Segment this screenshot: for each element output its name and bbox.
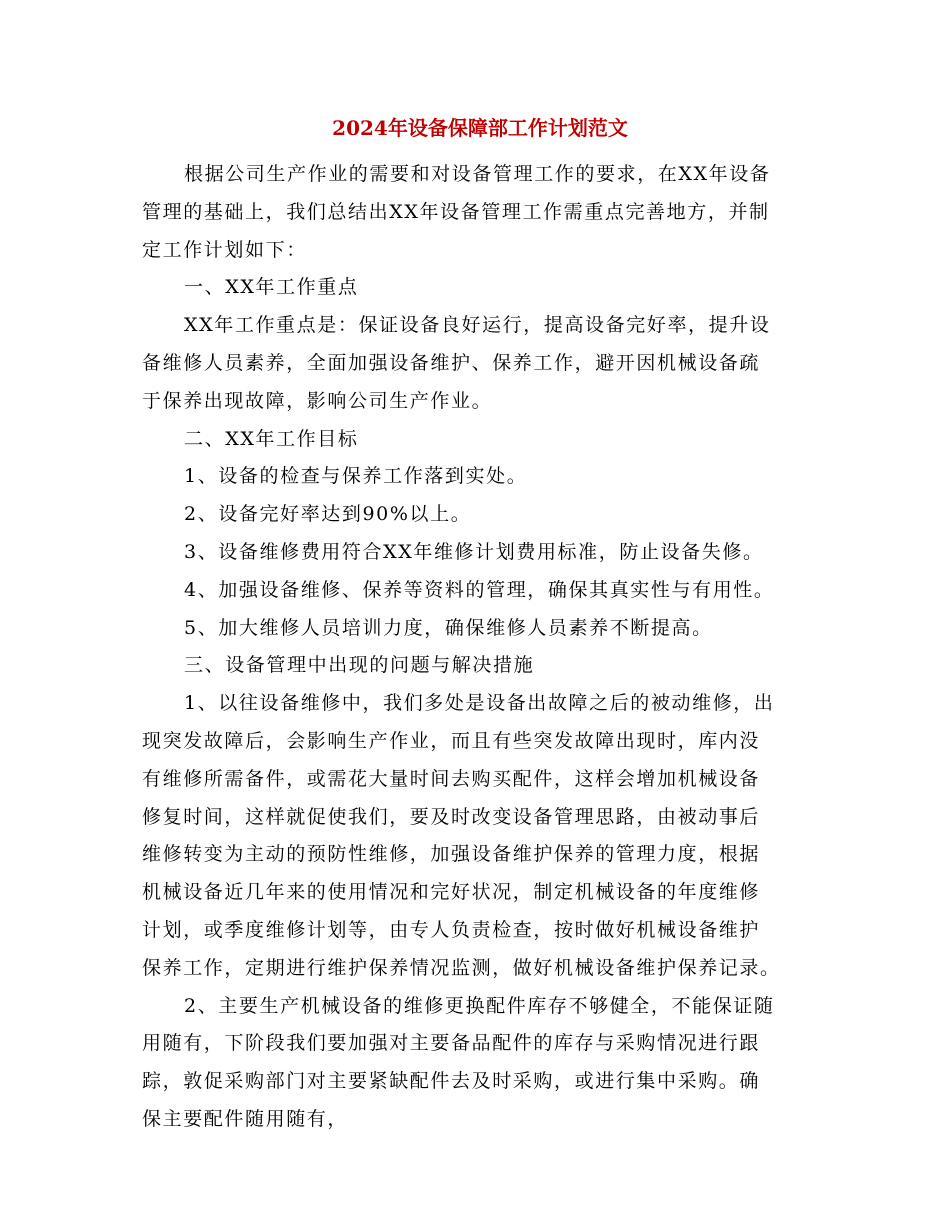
text-line: 于保养出现故障，影响公司生产作业。 [142,389,493,412]
text-line: 1、设备的检查与保养工作落到实处。 [184,465,528,488]
text-line: 5、加大维修人员培训力度，确保维修人员素养不断提高。 [184,616,713,639]
text-line: 备维修人员素养，全面加强设备维护、保养工作，避开因机械设备疏 [142,351,761,374]
text-line: 维修转变为主动的预防性维修，加强设备维护保养的管理力度，根据 [142,843,761,866]
text-line: 管理的基础上，我们总结出XX年设备管理工作需重点完善地方，并制 [142,200,770,223]
text-line: 保主要配件随用随有， [142,1107,349,1130]
text-line: 2、设备完好率达到90%以上。 [184,503,472,526]
problem-item-1 [142,685,810,987]
text-line: 计划，或季度维修计划等，由专人负责检查，按时做好机械设备维护 [142,918,761,941]
text-line: 有维修所需备件，或需花大量时间去购买配件，这样会增加机械设备 [142,767,761,790]
section-heading-1 [142,269,810,307]
document-page [142,112,810,1139]
goal-item-4 [142,572,810,610]
text-line: 根据公司生产作业的需要和对设备管理工作的要求，在XX年设备 [184,163,771,185]
text-line: 踪，敦促采购部门对主要紧缺配件去及时采购，或进行集中采购。确 [142,1070,761,1093]
text-line: 2、主要生产机械设备的维修更换配件库存不够健全，不能保证随 [184,994,775,1017]
section-heading-2 [142,421,810,459]
goal-item-2 [142,496,810,534]
section-heading-3 [142,647,810,685]
text-line: XX年工作重点是：保证设备良好运行，提高设备完好率，提升设 [184,314,771,337]
text-line: 保养工作，定期进行维护保养情况监测，做好机械设备维护保养记录。 [142,956,781,979]
goal-item-3 [142,534,810,572]
text-line: 用随有，下阶段我们要加强对主要备品配件的库存与采购情况进行跟 [142,1032,761,1055]
text-line: 3、设备维修费用符合XX年维修计划费用标准，防止设备失修。 [184,540,764,563]
goal-item-5 [142,610,810,648]
text-line: 机械设备近几年来的使用情况和完好状况，制定机械设备的年度维修 [142,881,761,904]
intro-paragraph [142,156,810,269]
text-line: 修复时间，这样就促使我们，要及时改变设备管理思路，由被动事后 [142,805,761,828]
text-line: 一、XX年工作重点 [184,276,359,299]
text-line: 现突发故障后，会影响生产作业，而且有些突发故障出现时，库内没 [142,729,761,752]
text-line: 二、XX年工作目标 [184,427,359,450]
text-line: 4、加强设备维修、保养等资料的管理，确保其真实性与有用性。 [184,578,775,601]
problem-item-2 [142,988,810,1139]
section-1-paragraph [142,307,810,420]
text-line: 三、设备管理中出现的问题与解决措施 [184,654,535,677]
document-title: 2024年设备保障部工作计划范文 [332,116,628,140]
goal-item-1 [142,458,810,496]
text-line: 定工作计划如下： [142,238,307,261]
text-line: 1、以往设备维修中，我们多处是设备出故障之后的被动维修，出 [184,692,775,715]
